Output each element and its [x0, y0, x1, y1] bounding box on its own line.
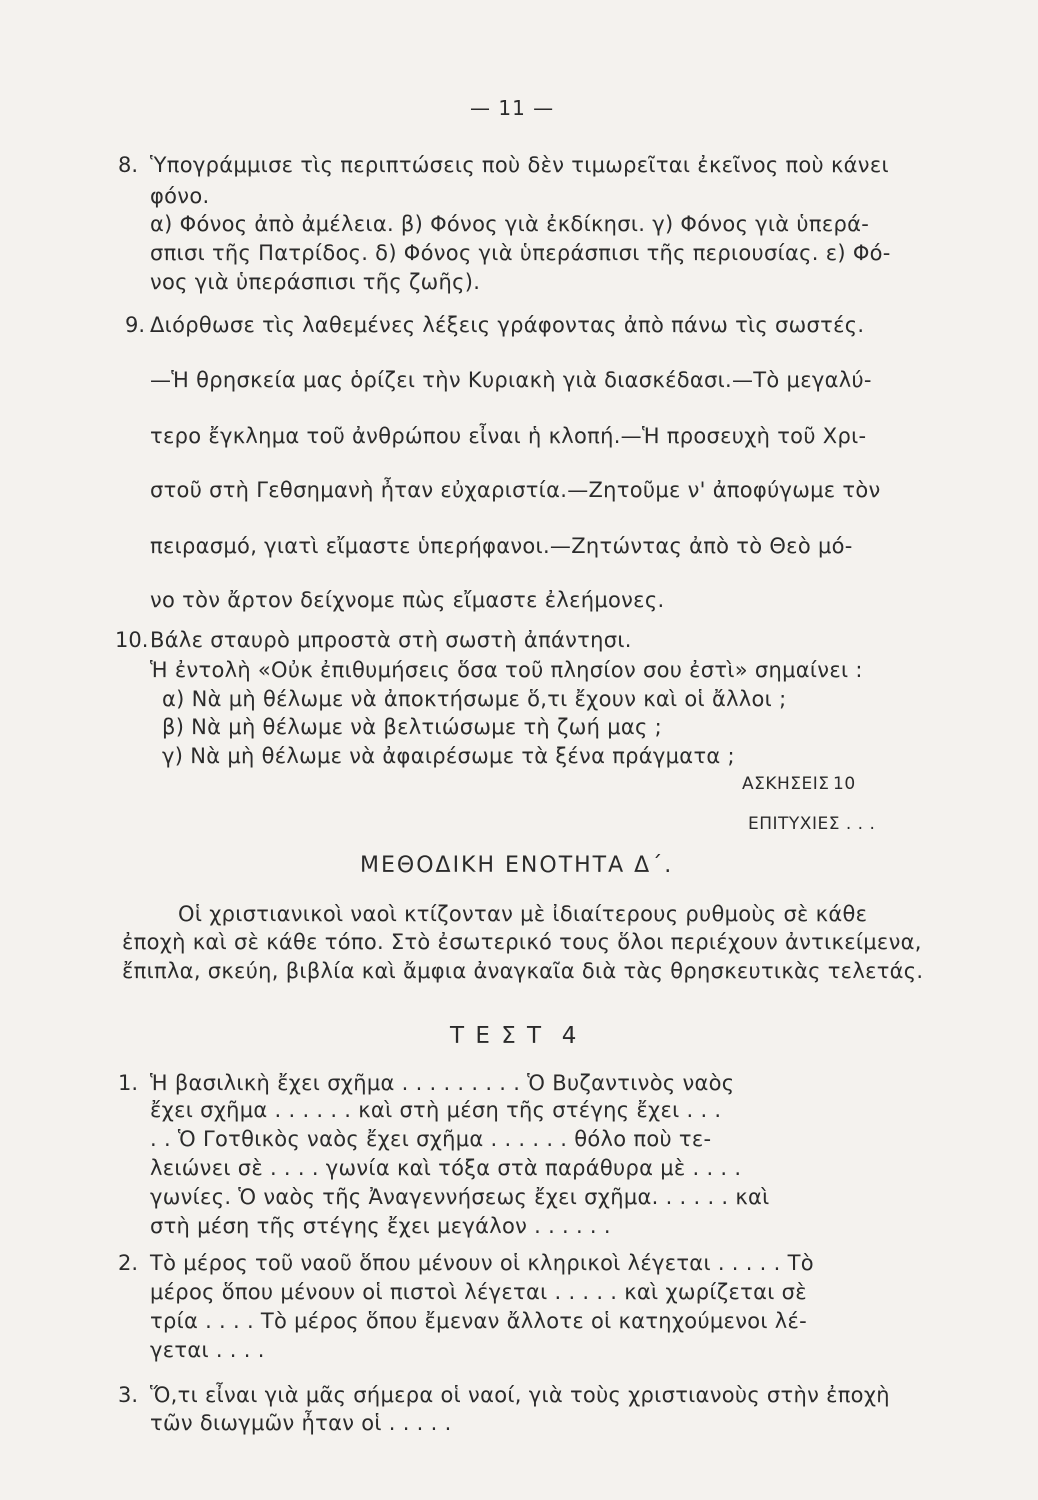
question-8-line: νος γιὰ ὑπεράσπισι τῆς ζωῆς).: [150, 270, 481, 294]
test-1-line: ἔχει σχῆμα . . . . . . καὶ στὴ μέση τῆς στέγης ἔχει . . .: [150, 1098, 722, 1122]
test-3-number: 3.: [118, 1383, 139, 1407]
question-10-option: β) Νὰ μὴ θέλωμε νὰ βελτιώσωμε τὴ ζωή μας ;: [162, 715, 662, 739]
intro-line: ἔπιπλα, σκεύη, βιβλία καὶ ἄμφια ἀναγκαῖα διὰ τὰς θρησκευτικὰς τελετάς.: [122, 959, 924, 983]
test-2-line: γεται . . . .: [150, 1338, 265, 1362]
question-10-line: Βάλε σταυρὸ μπροστὰ στὴ σωστὴ ἀπάντησι.: [150, 628, 632, 652]
test-1-line: Ἡ βασιλικὴ ἔχει σχῆμα . . . . . . . . . Ὁ Βυζαντινὸς ναὸς: [150, 1071, 735, 1095]
question-8-line: Ὑπογράμμισε τὶς περιπτώσεις ποὺ δὲν τιμωρεῖται ἐκεῖνος ποὺ κάνει: [150, 153, 889, 177]
test-2-line: τρία . . . . Τὸ μέρος ὅπου ἔμεναν ἄλλοτε οἱ κατηχούμενοι λέ-: [150, 1309, 808, 1333]
question-8-number: 8.: [118, 153, 139, 177]
question-9-line: —Ἡ θρησκεία μας ὁρίζει τὴν Κυριακὴ γιὰ διασκέδασι.—Τὸ μεγαλύ-: [150, 368, 872, 392]
question-10-line: Ἡ ἐντολὴ «Οὐκ ἐπιθυμήσεις ὅσα τοῦ πλησίον σου ἐστὶ» σημαίνει :: [150, 658, 863, 682]
question-10-option: α) Νὰ μὴ θέλωμε νὰ ἀποκτήσωμε ὅ,τι ἔχουν καὶ οἱ ἄλλοι ;: [162, 687, 787, 711]
exercises-label: ΑΣΚΗΣΕΙΣ: [742, 774, 830, 794]
exercises-count: 10: [833, 774, 856, 794]
question-9-line: τερο ἔγκλημα τοῦ ἀνθρώπου εἶναι ἡ κλοπή.—Ἡ προσευχὴ τοῦ Χρι-: [150, 424, 867, 448]
intro-line: Οἱ χριστιανικοὶ ναοὶ κτίζονταν μὲ ἰδιαίτερους ρυθμοὺς σὲ κάθε: [178, 902, 868, 926]
question-9-number: 9.: [125, 313, 146, 337]
question-10-number: 10.: [115, 628, 149, 652]
test-2-line: Τὸ μέρος τοῦ ναοῦ ὅπου μένουν οἱ κληρικοὶ λέγεται . . . . . Τὸ: [150, 1251, 814, 1275]
test-2-line: μέρος ὅπου μένουν οἱ πιστοὶ λέγεται . . . . . καὶ χωρίζεται σὲ: [150, 1280, 807, 1304]
section-title: ΜΕΘΟΔΙΚΗ ΕΝΟΤΗΤΑ Δ΄.: [360, 853, 674, 878]
question-9-line: Διόρθωσε τὶς λαθεμένες λέξεις γράφοντας ἀπὸ πάνω τὶς σωστές.: [150, 313, 865, 337]
test-1-number: 1.: [118, 1071, 139, 1095]
question-8-line: α) Φόνος ἀπὸ ἀμέλεια. β) Φόνος γιὰ ἐκδίκησι. γ) Φόνος γιὰ ὑπερά-: [150, 212, 870, 236]
question-8-line: φόνο.: [150, 184, 210, 208]
question-10-option: γ) Νὰ μὴ θέλωμε νὰ ἀφαιρέσωμε τὰ ξένα πράγματα ;: [162, 744, 735, 768]
test-1-line: . . Ὁ Γοτθικὸς ναὸς ἔχει σχῆμα . . . . . . θόλο ποὺ τε-: [150, 1127, 712, 1151]
test-2-number: 2.: [118, 1251, 139, 1275]
test-title: Τ Ε Σ Τ 4: [450, 1023, 579, 1049]
successes-label: ΕΠΙΤΥΧΙΕΣ . . .: [748, 814, 876, 834]
page-number: — 11 —: [470, 96, 555, 120]
question-9-line: νο τὸν ἄρτον δείχνομε πὼς εἴμαστε ἐλεήμονες.: [150, 588, 665, 612]
test-3-line: τῶν διωγμῶν ἦταν οἱ . . . . .: [150, 1411, 452, 1435]
question-9-line: πειρασμό, γιατὶ εἴμαστε ὑπερήφανοι.—Ζητώντας ἀπὸ τὸ Θεὸ μό-: [150, 534, 853, 558]
question-8-line: σπισι τῆς Πατρίδος. δ) Φόνος γιὰ ὑπεράσπισι τῆς περιουσίας. ε) Φό-: [150, 241, 891, 265]
intro-line: ἐποχὴ καὶ σὲ κάθε τόπο. Στὸ ἐσωτερικό τους ὅλοι περιέχουν ἀντικείμενα,: [122, 930, 922, 954]
test-1-line: γωνίες. Ὁ ναὸς τῆς Ἀναγεννήσεως ἔχει σχῆμα. . . . . . καὶ: [150, 1185, 770, 1209]
question-9-line: στοῦ στὴ Γεθσημανὴ ἦταν εὐχαριστία.—Ζητοῦμε ν' ἀποφύγωμε τὸν: [150, 478, 881, 502]
test-1-line: λειώνει σὲ . . . . γωνία καὶ τόξα στὰ παράθυρα μὲ . . . .: [150, 1156, 742, 1180]
test-1-line: στὴ μέση τῆς στέγης ἔχει μεγάλον . . . . . .: [150, 1214, 611, 1238]
test-3-line: Ὅ,τι εἶναι γιὰ μᾶς σήμερα οἱ ναοί, γιὰ τοὺς χριστιανοὺς στὴν ἐποχὴ: [150, 1383, 890, 1407]
